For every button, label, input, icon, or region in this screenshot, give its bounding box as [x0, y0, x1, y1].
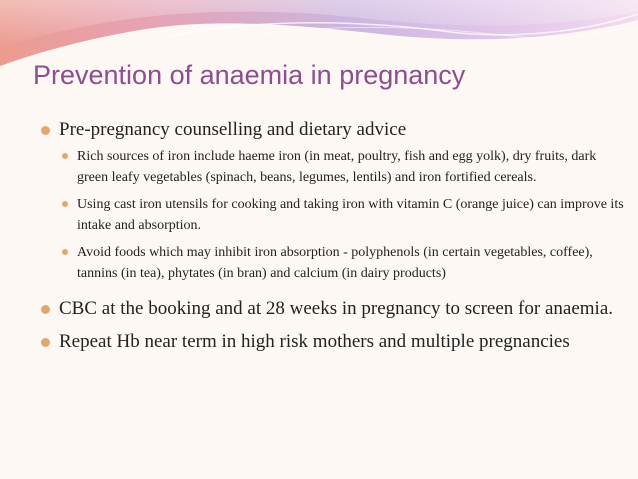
bullet-item — [39, 118, 624, 141]
bullet-text: Repeat Hb near term in high risk mothers and multiple pregnancies — [59, 331, 570, 352]
sub-bullet-text: Using cast iron utensils for cooking and taking iron with vitamin C (orange juice) can improve its intake and absorption. — [77, 197, 624, 233]
bullet-dot-icon — [41, 338, 50, 347]
sub-bullet-item — [59, 146, 624, 188]
bullet-text: CBC at the booking and at 28 weeks in pregnancy to screen for anaemia. — [59, 298, 613, 319]
sub-bullet-item — [59, 242, 624, 284]
bullet-dot-icon — [41, 305, 50, 314]
bullet-item — [39, 330, 624, 353]
bullet-item — [39, 297, 624, 320]
bullet-dot-icon — [62, 201, 68, 207]
bullet-dot-icon — [62, 249, 68, 255]
bullet-list — [39, 118, 624, 363]
sub-bullet-text: Avoid foods which may inhibit iron absorption - polyphenols (in certain vegetables, coffee), tannins (in tea), phytates (in bran) and calcium (in dairy products) — [77, 245, 593, 281]
slide-title: Prevention of anaemia in pregnancy — [33, 60, 466, 90]
sub-bullet-text: Rich sources of iron include haeme iron (in meat, poultry, fish and egg yolk), dry fruits, dark green leafy vegetables (spinach, beans, legumes, lentils) and iron fortified cereals. — [77, 149, 597, 185]
bullet-text: Pre-pregnancy counselling and dietary advice — [59, 119, 407, 140]
bullet-dot-icon — [62, 153, 68, 159]
bullet-dot-icon — [41, 126, 50, 135]
sub-bullet-item — [59, 194, 624, 236]
